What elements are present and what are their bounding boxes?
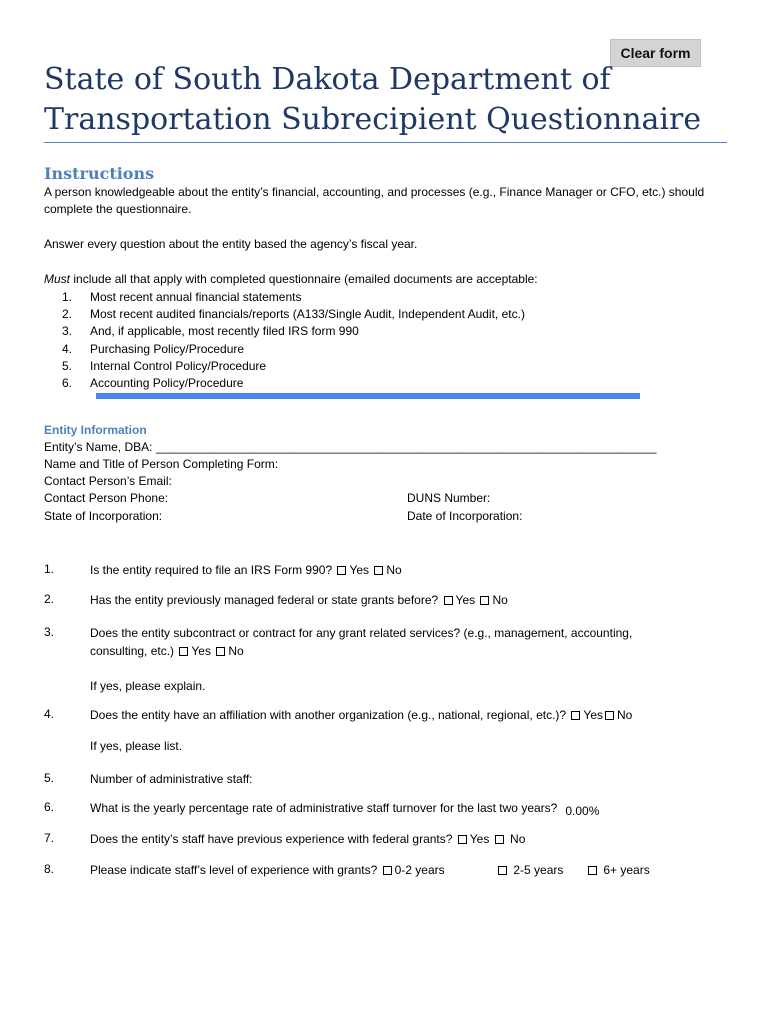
entity-name-label: Entity’s Name, DBA: <box>44 440 156 454</box>
experience-6-plus-option: 6+ years <box>586 862 650 879</box>
question-4: Does the entity have an affiliation with another organization (e.g., national, regional, etc.)? Yes No <box>90 708 633 722</box>
question-number: 6. <box>44 800 55 814</box>
question-3-line-2: consulting, etc.) Yes No <box>90 644 244 658</box>
question-number: 5. <box>44 771 55 785</box>
question-number: 7. <box>44 831 55 845</box>
required-documents-list <box>62 289 525 392</box>
list-item: 6. Accounting Policy/Procedure <box>62 376 244 391</box>
question-4-list-label: If yes, please list. <box>90 739 183 753</box>
question-3-explain-label: If yes, please explain. <box>90 679 206 693</box>
must-word: Must <box>44 272 71 286</box>
question-1: Is the entity required to file an IRS Form 990? Yes No <box>90 563 402 577</box>
yes-checkbox[interactable] <box>571 711 580 720</box>
question-2: Has the entity previously managed federal or state grants before? Yes No <box>90 593 508 607</box>
question-number: 8. <box>44 862 55 876</box>
question-number: 1. <box>44 562 55 576</box>
no-checkbox[interactable] <box>374 566 383 575</box>
instructions-heading: Instructions <box>44 164 155 183</box>
person-completing-label: Name and Title of Person Completing Form: <box>44 457 279 471</box>
no-checkbox[interactable] <box>480 596 489 605</box>
list-item: 1. Most recent annual financial statements <box>62 290 302 304</box>
instructions-paragraph-2: Answer every question about the entity based the agency’s fiscal year. <box>44 237 418 251</box>
list-item: 5. Internal Control Policy/Procedure <box>62 358 267 373</box>
experience-2-5-option: 2-5 years <box>496 862 563 879</box>
experience-0-2-checkbox[interactable] <box>383 866 392 875</box>
experience-2-5-checkbox[interactable] <box>498 866 507 875</box>
question-7: Does the entity’s staff have previous experience with federal grants? Yes No <box>90 832 526 846</box>
instructions-paragraph-1: A person knowledgeable about the entity’s financial, accounting, and processes (e.g., Finance Manager or CFO, etc.) should complete the questionnaire. <box>44 185 705 216</box>
yes-checkbox[interactable] <box>458 835 467 844</box>
yes-checkbox[interactable] <box>337 566 346 575</box>
no-checkbox[interactable] <box>495 835 504 844</box>
list-item: 4. Purchasing Policy/Procedure <box>62 341 245 356</box>
instructions-must-line <box>44 271 538 288</box>
yes-checkbox[interactable] <box>179 647 188 656</box>
question-3-line-1: Does the entity subcontract or contract for any grant related services? (e.g., management, accounting, <box>90 626 633 640</box>
entity-name-row <box>44 440 656 454</box>
entity-information-heading: Entity Information <box>44 423 147 437</box>
date-incorporation-label: Date of Incorporation: <box>407 509 523 523</box>
question-number: 3. <box>44 625 55 639</box>
state-incorporation-label: State of Incorporation: <box>44 509 163 523</box>
list-item: 2. Most recent audited financials/reports (A133/Single Audit, Independent Audit, etc.) <box>62 307 525 322</box>
clear-form-button[interactable]: Clear form <box>610 39 701 67</box>
question-number: 4. <box>44 707 55 721</box>
list-item: 3. And, if applicable, most recently filed IRS form 990 <box>62 324 359 339</box>
experience-6-plus-checkbox[interactable] <box>588 866 597 875</box>
contact-email-label: Contact Person’s Email: <box>44 474 172 488</box>
section-divider-bar <box>96 393 640 399</box>
page-title: State of South Dakota Department of Transportation Subrecipient Questionnaire <box>44 62 702 137</box>
question-6: What is the yearly percentage rate of administrative staff turnover for the last two years? 0.00% <box>90 801 600 818</box>
entity-name-field[interactable]: ___________________________________________________________________________ <box>155 440 657 454</box>
question-8: Please indicate staff’s level of experience with grants? 0-2 years <box>90 863 445 877</box>
must-text: include all that apply with completed questionnaire (emailed documents are acceptable: <box>70 272 538 286</box>
title-divider <box>44 142 727 143</box>
yes-checkbox[interactable] <box>444 596 453 605</box>
no-checkbox[interactable] <box>216 647 225 656</box>
question-5: Number of administrative staff: <box>90 772 253 786</box>
question-number: 2. <box>44 592 55 606</box>
duns-number-label: DUNS Number: <box>407 491 491 505</box>
no-checkbox[interactable] <box>605 711 614 720</box>
contact-phone-label: Contact Person Phone: <box>44 491 169 505</box>
turnover-rate-field[interactable]: 0.00% <box>565 804 600 818</box>
